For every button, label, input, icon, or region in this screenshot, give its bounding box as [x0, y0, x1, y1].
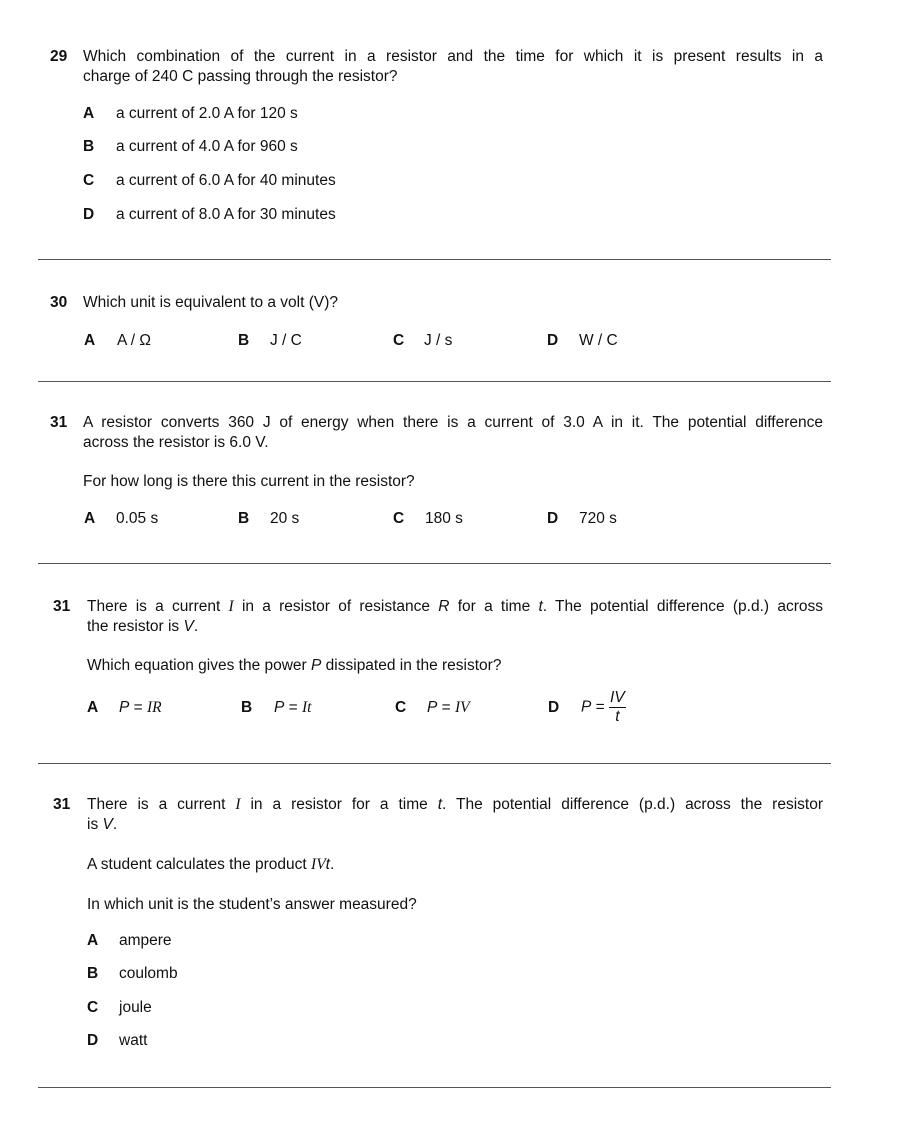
option-b[interactable]: [241, 698, 312, 718]
option-text: 20 s: [270, 510, 300, 527]
option-text: A / Ω: [117, 332, 151, 349]
option-equation: [119, 698, 162, 718]
option-a[interactable]: [87, 931, 172, 951]
option-text: 180 s: [425, 510, 463, 527]
option-d[interactable]: [87, 1031, 148, 1051]
question-prompt: In which unit is the student’s answer measured?: [87, 896, 417, 913]
option-text: J / s: [424, 332, 453, 349]
option-b[interactable]: [238, 331, 302, 351]
text-run: A student calculates the product: [87, 856, 312, 873]
option-d[interactable]: [547, 331, 618, 351]
option-text: joule: [119, 999, 152, 1016]
option-d[interactable]: [83, 205, 336, 225]
stem-line: Which combination of the current in a resistor and the time for which it is present results in a: [83, 48, 823, 65]
symbol-product: IV: [311, 856, 326, 873]
option-letter: D: [548, 699, 560, 716]
option-letter: A: [83, 105, 95, 122]
option-letter: A: [84, 332, 96, 349]
option-text: a current of 4.0 A for 960 s: [116, 138, 298, 155]
eq-rhs: IV: [455, 699, 470, 716]
option-text: a current of 8.0 A for 30 minutes: [116, 206, 336, 223]
text-run: .: [329, 856, 335, 873]
question-number: 30: [50, 294, 68, 311]
symbol-power: P: [311, 657, 322, 674]
question-number: 31: [53, 796, 71, 813]
question-stem: [87, 597, 823, 637]
stem-line: [87, 815, 823, 835]
divider: [38, 381, 831, 382]
option-text: coulomb: [119, 965, 178, 982]
text-run: .: [193, 618, 199, 635]
option-equation: [274, 698, 311, 718]
stem-line: [87, 795, 823, 815]
symbol-voltage: V: [102, 816, 113, 833]
option-letter: C: [83, 172, 95, 189]
option-b[interactable]: [238, 509, 300, 529]
text-run: Which equation gives the power: [87, 657, 312, 674]
divider: [38, 259, 831, 260]
fraction-numerator: IV: [610, 689, 625, 706]
option-letter: C: [393, 510, 405, 527]
symbol-voltage: V: [183, 618, 194, 635]
option-c[interactable]: [83, 171, 336, 191]
statement: [87, 855, 334, 875]
question-number: 31: [50, 414, 68, 431]
text-run: in a resistor for a time: [240, 796, 438, 813]
symbol-time: t: [437, 796, 442, 813]
option-text: 720 s: [579, 510, 617, 527]
text-run: . The potential difference (p.d.) across the resistor: [442, 796, 823, 813]
question-prompt: For how long is there this current in the resistor?: [83, 473, 415, 490]
option-a[interactable]: [83, 104, 298, 124]
question-stem: [83, 413, 823, 453]
option-letter: B: [238, 332, 250, 349]
option-text: a current of 6.0 A for 40 minutes: [116, 172, 336, 189]
option-equation: [581, 689, 626, 726]
option-d[interactable]: [548, 689, 625, 725]
symbol-time: t: [538, 598, 543, 615]
option-a[interactable]: [87, 698, 162, 718]
divider: [38, 763, 831, 764]
option-letter: A: [87, 932, 99, 949]
option-letter: B: [83, 138, 95, 155]
option-text: 0.05 s: [116, 510, 159, 527]
text-run: There is a current: [87, 796, 236, 813]
symbol-current: I: [228, 598, 234, 615]
option-letter: A: [87, 699, 99, 716]
question-stem: Which unit is equivalent to a volt (V)?: [83, 294, 339, 311]
text-run: dissipated in the resistor?: [321, 657, 502, 674]
eq-lhs: P: [581, 698, 592, 716]
option-c[interactable]: [393, 331, 453, 351]
option-letter: C: [87, 999, 99, 1016]
option-letter: C: [393, 332, 405, 349]
option-letter: D: [547, 332, 559, 349]
eq-sign: =: [129, 699, 148, 716]
option-letter: D: [83, 206, 95, 223]
question-number: 31: [53, 598, 71, 615]
question-stem: [83, 47, 823, 87]
option-c[interactable]: [87, 998, 152, 1018]
symbol-resistance: R: [438, 598, 450, 615]
option-letter: B: [87, 965, 99, 982]
fraction-denominator: t: [615, 708, 620, 725]
divider: [38, 563, 831, 564]
eq-sign: =: [437, 699, 456, 716]
text-run: . The potential difference (p.d.) across: [542, 598, 823, 615]
symbol-current: I: [235, 796, 241, 813]
option-b[interactable]: [87, 964, 178, 984]
eq-rhs: IR: [147, 699, 162, 716]
question-number: 29: [50, 48, 68, 65]
option-a[interactable]: [84, 509, 159, 529]
text-run: in a resistor of resistance: [233, 598, 439, 615]
text-run: for a time: [449, 598, 539, 615]
eq-lhs: P: [119, 699, 130, 716]
option-c[interactable]: [393, 509, 463, 529]
option-text: a current of 2.0 A for 120 s: [116, 105, 298, 122]
stem-line: across the resistor is 6.0 V.: [83, 434, 269, 451]
option-letter: B: [241, 699, 253, 716]
eq-lhs: P: [427, 699, 438, 716]
stem-line: charge of 240 C passing through the resistor?: [83, 68, 398, 85]
option-b[interactable]: [83, 137, 298, 157]
option-c[interactable]: [395, 698, 470, 718]
option-letter: B: [238, 510, 250, 527]
fraction: [609, 689, 626, 726]
eq-rhs: It: [302, 699, 312, 716]
stem-line: A resistor converts 360 J of energy when there is a current of 3.0 A in it. The potential difference: [83, 414, 823, 431]
option-letter: A: [84, 510, 96, 527]
question-prompt: [87, 656, 501, 676]
text-run: is: [87, 816, 103, 833]
text-run: the resistor is: [87, 618, 184, 635]
eq-sign: =: [284, 699, 303, 716]
question-stem: [87, 795, 823, 835]
option-equation: [427, 698, 470, 718]
stem-line: [87, 597, 823, 617]
text-run: .: [112, 816, 118, 833]
divider: [38, 1087, 831, 1088]
option-text: watt: [119, 1032, 148, 1049]
option-a[interactable]: [84, 331, 151, 351]
option-letter: D: [547, 510, 559, 527]
eq-lhs: P: [274, 699, 285, 716]
text-run: There is a current: [87, 598, 229, 615]
stem-line: [87, 617, 823, 637]
option-text: J / C: [270, 332, 302, 349]
option-text: W / C: [579, 332, 618, 349]
option-d[interactable]: [547, 509, 617, 529]
option-text: ampere: [119, 932, 172, 949]
option-letter: D: [87, 1032, 99, 1049]
option-letter: C: [395, 699, 407, 716]
symbol-time: t: [325, 856, 330, 873]
eq-sign: =: [591, 698, 610, 716]
